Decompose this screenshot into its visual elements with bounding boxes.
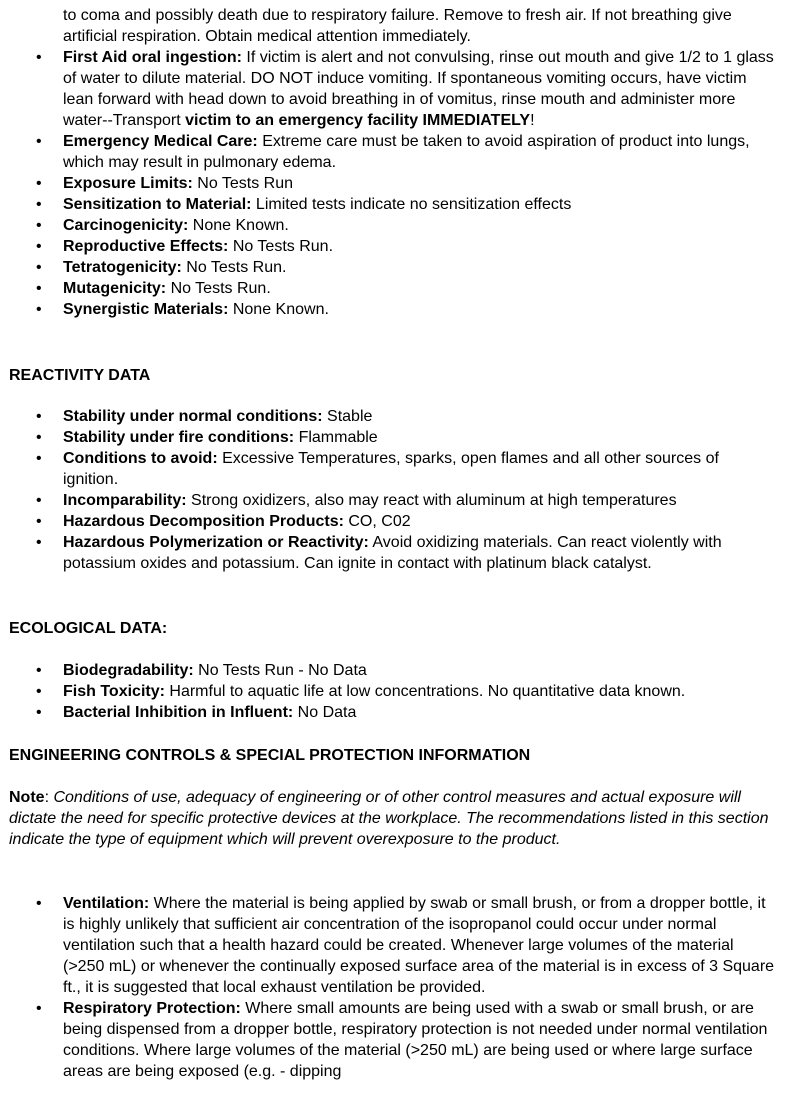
continuation-paragraph: to coma and possibly death due to respiratory failure. Remove to fresh air. If not breathing give artificial respiration. Obtain medical attention immediately. [63,7,732,45]
item-bold-tail: victim to an emergency facility IMMEDIATELY [185,112,531,129]
item-label: Bacterial Inhibition in Influent: [63,704,294,721]
list-item-fish-toxicity [0,681,778,702]
list-item-mutagenicity [0,278,778,299]
note-text: Conditions of use, adequacy of engineering or of other control measures and actual exposure will dictate the need for specific protective devices at the workplace. The recommendations listed in this section indicate the type of equipment which will prevent overexposure to the product. [9,789,769,848]
item-label: Reproductive Effects: [63,238,229,255]
list-item-sensitization [0,194,778,215]
item-text: Strong oxidizers, also may react with aluminum at high temperatures [186,492,677,509]
item-label: Sensitization to Material: [63,196,252,213]
list-item-stability-normal [0,406,778,427]
item-label: Exposure Limits: [63,175,193,192]
item-label: Stability under normal conditions: [63,408,323,425]
item-label: Biodegradability: [63,662,194,679]
note-colon: : [44,789,50,806]
item-text: No Tests Run. [166,280,271,297]
list-item-emergency-care [0,131,778,173]
item-label: Incomparability: [63,492,187,509]
section-heading-ecological: ECOLOGICAL DATA: [9,620,168,637]
item-text: No Data [293,704,357,721]
list-item-polymerization [0,532,778,574]
item-tail: ! [530,112,535,129]
item-label: Conditions to avoid: [63,450,218,467]
item-text: CO, C02 [343,513,411,530]
item-text: If victim is alert and not convulsing, rinse out mouth and give 1/2 to 1 glass of water to dilute material. DO NOT induce vomiting. If spontaneous vomiting occurs, have victim lean forward with head down to avoid breathing in of vomitus, rinse mouth and administer more water--Transport [63,49,774,129]
list-item-first-aid-oral [0,47,778,131]
ecological-list [0,660,778,723]
item-label: Respiratory Protection: [63,1000,241,1017]
engineering-note [9,787,769,850]
list-item-reproductive [0,236,778,257]
item-label: First Aid oral ingestion: [63,49,242,66]
item-text: None Known. [188,217,289,234]
item-label: Fish Toxicity: [63,683,165,700]
list-item-biodegradability [0,660,778,681]
item-label: Synergistic Materials: [63,301,229,318]
note-label: Note [9,789,45,806]
health-hazard-list [0,47,778,320]
item-label: Tetratogenicity: [63,259,182,276]
list-item-bacterial-inhibition [0,702,778,723]
item-text: Where small amounts are being used with a swab or small brush, or are being dispensed from a dropper bottle, respiratory protection is not needed under normal ventilation conditions. Where large volumes of the material (>250 mL) are being used or where large surface areas are being exposed (e.g. - dipping [63,1000,768,1080]
item-label: Emergency Medical Care: [63,133,258,150]
section-heading-reactivity: REACTIVITY DATA [9,367,151,384]
reactivity-list [0,406,778,574]
list-item-exposure-limits [0,173,778,194]
item-text: Harmful to aquatic life at low concentrations. No quantitative data known. [164,683,686,700]
list-item-decomposition [0,511,778,532]
section-heading-engineering: ENGINEERING CONTROLS & SPECIAL PROTECTION INFORMATION [9,747,531,764]
item-text: Flammable [294,429,378,446]
item-label: Hazardous Polymerization or Reactivity: [63,534,369,551]
list-item-ventilation [0,893,778,998]
list-item-incomparability [0,490,778,511]
item-text: No Tests Run. [228,238,334,255]
item-text: No Tests Run. [181,259,287,276]
item-label: Stability under fire conditions: [63,429,295,446]
item-label: Carcinogenicity: [63,217,189,234]
list-item-stability-fire [0,427,778,448]
item-label: Mutagenicity: [63,280,167,297]
item-text: Limited tests indicate no sensitization effects [251,196,572,213]
item-label: Ventilation: [63,895,150,912]
engineering-list [0,893,778,1082]
item-text: Extreme care must be taken to avoid aspiration of product into lungs, which may result in pulmonary edema. [63,133,750,171]
item-text: None Known. [228,301,329,318]
item-text: Excessive Temperatures, sparks, open flames and all other sources of ignition. [63,450,719,488]
item-label: Hazardous Decomposition Products: [63,513,344,530]
list-item-respiratory [0,998,778,1082]
item-text: Where the material is being applied by swab or small brush, or from a dropper bottle, it is highly unlikely that sufficient air concentration of the isopropanol could occur under normal ventilation such that a health hazard could be created. Whenever large volumes of the material (>250 mL) or whenever the continually exposed surface area of the material is in excess of 3 Square ft., it is suggested that local exhaust ventilation be provided. [63,895,775,996]
list-item-synergistic [0,299,778,320]
item-text: No Tests Run [192,175,294,192]
item-text: No Tests Run - No Data [193,662,367,679]
item-text: Stable [322,408,373,425]
item-text: Avoid oxidizing materials. Can react violently with potassium oxides and potassium. Can ignite in contact with platinum black catalyst. [63,534,722,572]
list-item-tetratogenicity [0,257,778,278]
list-item-conditions-avoid [0,448,778,490]
list-item-carcinogenicity [0,215,778,236]
